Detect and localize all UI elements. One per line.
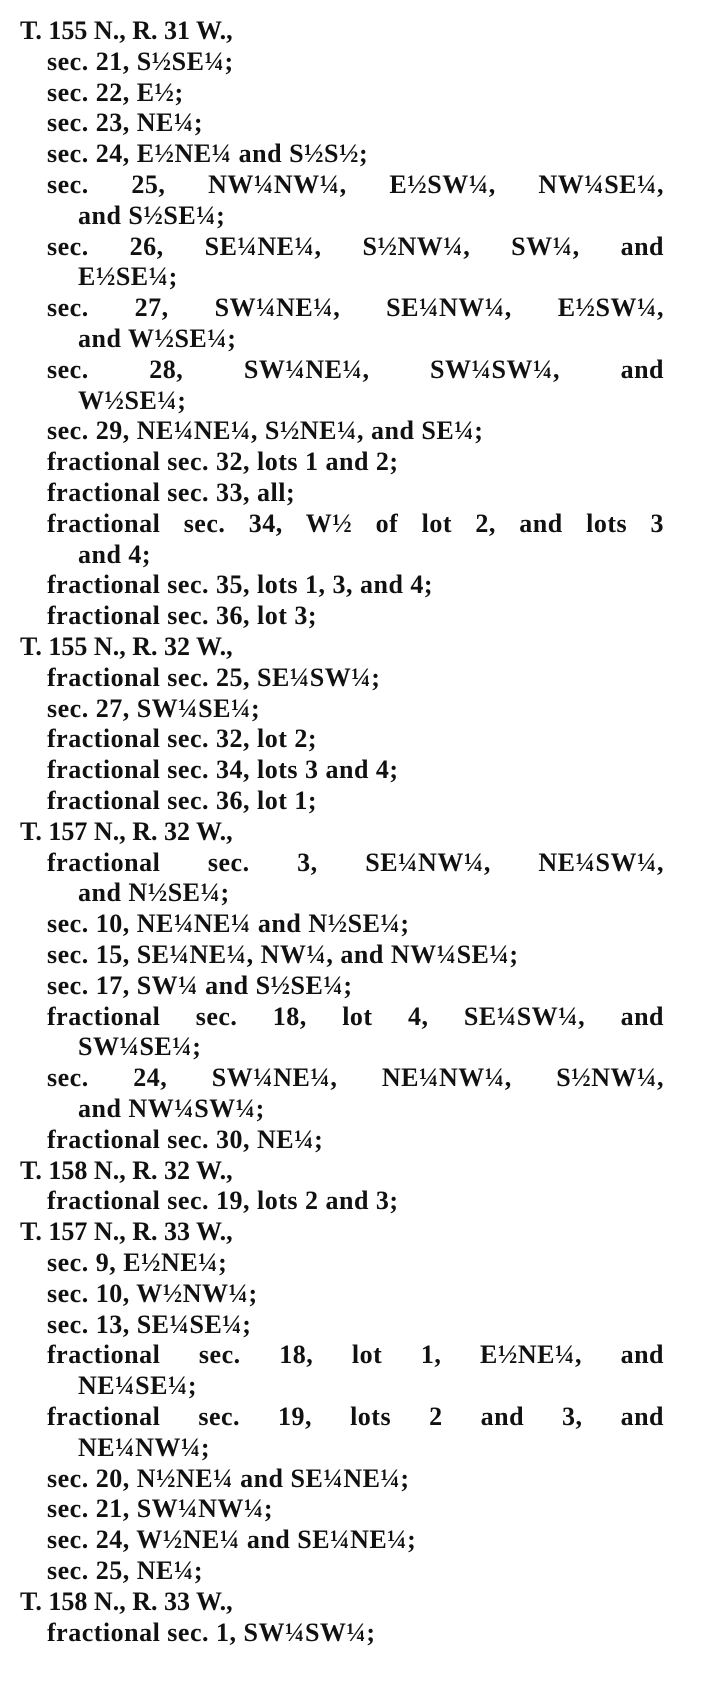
section-line: sec. 25, NE¼; bbox=[47, 1556, 203, 1585]
section-line: sec. 21, S½SE¼; bbox=[47, 46, 234, 76]
section-line: sec. 24, E½NE¼ and S½S½; bbox=[47, 139, 369, 169]
section-line: sec. 27, SW¼SE¼; bbox=[47, 693, 261, 723]
section-line: fractional sec. 19, lots 2 and 3, and bbox=[47, 1402, 664, 1431]
section-line-continuation: E½SE¼; bbox=[78, 262, 178, 292]
township-heading: T. 157 N., R. 32 W., bbox=[20, 816, 233, 846]
section-line-continuation: NE¼NW¼; bbox=[78, 1432, 211, 1462]
section-line: sec. 25, NW¼NW¼, E½SW¼, NW¼SE¼, bbox=[47, 170, 664, 199]
section-line: sec. 13, SE¼SE¼; bbox=[47, 1309, 252, 1339]
section-line: sec. 9, E½NE¼; bbox=[47, 1248, 228, 1277]
section-line: sec. 23, NE¼; bbox=[47, 108, 203, 138]
section-line: sec. 15, SE¼NE¼, NW¼, and NW¼SE¼; bbox=[47, 940, 519, 969]
section-line: sec. 24, SW¼NE¼, NE¼NW¼, S½NW¼, bbox=[47, 1063, 664, 1093]
section-line: sec. 21, SW¼NW¼; bbox=[47, 1494, 274, 1524]
section-line-continuation: SW¼SE¼; bbox=[78, 1032, 202, 1062]
section-line: fractional sec. 30, NE¼; bbox=[47, 1124, 324, 1154]
section-line: fractional sec. 25, SE¼SW¼; bbox=[47, 662, 381, 692]
section-line: fractional sec. 19, lots 2 and 3; bbox=[47, 1186, 399, 1216]
section-line-continuation: NE¼SE¼; bbox=[78, 1371, 198, 1401]
section-line: fractional sec. 18, lot 4, SE¼SW¼, and bbox=[47, 1001, 664, 1031]
section-line-continuation: W½SE¼; bbox=[78, 385, 187, 415]
township-heading: T. 157 N., R. 33 W., bbox=[20, 1217, 233, 1247]
section-line: sec. 20, N½NE¼ and SE¼NE¼; bbox=[47, 1463, 410, 1493]
section-line: fractional sec. 3, SE¼NW¼, NE¼SW¼, bbox=[47, 847, 664, 877]
section-line: sec. 26, SE¼NE¼, S½NW¼, SW¼, and bbox=[47, 231, 664, 261]
township-heading: T. 155 N., R. 32 W., bbox=[20, 632, 233, 661]
section-line-continuation: and NW¼SW¼; bbox=[78, 1094, 265, 1123]
section-line-continuation: and N½SE¼; bbox=[78, 878, 230, 908]
section-line: fractional sec. 32, lot 2; bbox=[47, 724, 318, 754]
section-line: fractional sec. 36, lot 1; bbox=[47, 786, 318, 815]
section-line: sec. 17, SW¼ and S½SE¼; bbox=[47, 970, 353, 1000]
section-line: fractional sec. 35, lots 1, 3, and 4; bbox=[47, 570, 434, 600]
township-heading: T. 158 N., R. 33 W., bbox=[20, 1586, 233, 1616]
section-line: sec. 27, SW¼NE¼, SE¼NW¼, E½SW¼, bbox=[47, 293, 664, 323]
section-line: sec. 10, NE¼NE¼ and N½SE¼; bbox=[47, 909, 410, 939]
section-line: fractional sec. 1, SW¼SW¼; bbox=[47, 1617, 376, 1647]
township-heading: T. 155 N., R. 31 W., bbox=[20, 16, 233, 45]
section-line: fractional sec. 18, lot 1, E½NE¼, and bbox=[47, 1340, 664, 1370]
section-line: sec. 10, W½NW¼; bbox=[47, 1278, 258, 1308]
section-line-continuation: and 4; bbox=[78, 539, 152, 569]
township-heading: T. 158 N., R. 32 W., bbox=[20, 1155, 233, 1185]
section-line-continuation: and S½SE¼; bbox=[78, 200, 226, 230]
section-line: fractional sec. 33, all; bbox=[47, 478, 296, 507]
section-line: fractional sec. 34, lots 3 and 4; bbox=[47, 755, 399, 785]
section-line-continuation: and W½SE¼; bbox=[78, 324, 237, 353]
section-line: fractional sec. 34, W½ of lot 2, and lots 3 bbox=[47, 508, 664, 538]
section-line: sec. 28, SW¼NE¼, SW¼SW¼, and bbox=[47, 354, 664, 384]
section-line: fractional sec. 36, lot 3; bbox=[47, 601, 318, 631]
section-line: sec. 22, E½; bbox=[47, 77, 184, 107]
section-line: sec. 24, W½NE¼ and SE¼NE¼; bbox=[47, 1525, 417, 1555]
section-line: fractional sec. 32, lots 1 and 2; bbox=[47, 447, 399, 477]
section-line: sec. 29, NE¼NE¼, S½NE¼, and SE¼; bbox=[47, 416, 484, 446]
